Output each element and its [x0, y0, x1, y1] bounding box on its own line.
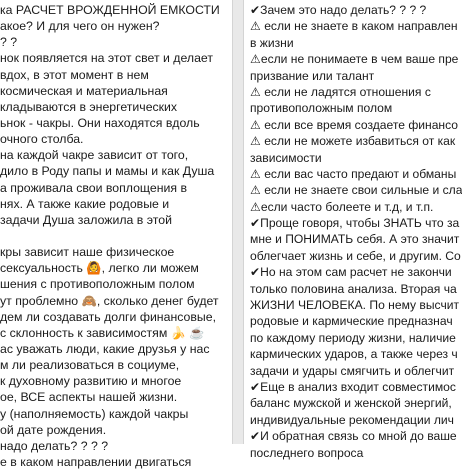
text-line: ✔И обратная связь со мной до ваше: [250, 429, 457, 444]
text-line: задачи Душа заложила в этой: [0, 212, 172, 227]
text-line: ⚠ если не знаете свои сильные и сла: [250, 183, 462, 198]
text-line: ое, ВСЕ аспекты нашей жизни.: [0, 390, 178, 405]
text-line: сексуальность 🙆, легко ли можем: [0, 261, 199, 276]
text-line: ⚠ если все время создаете финансо: [250, 117, 459, 132]
text-line: ⚠если не понимаете в чем ваше пре: [250, 52, 459, 67]
text-line: [0, 228, 232, 244]
text-line: к духовному развитию и многое: [0, 374, 182, 389]
text-line: кармических ударов, а также через ч: [250, 347, 458, 362]
text-line: вдох, в этот момент в нем: [0, 67, 149, 82]
text-line: индивидуальные рекомендации лич: [250, 412, 454, 427]
text-line: е в каком направлении двигаться: [0, 454, 192, 469]
text-line: ас уважать люди, какие друзья у нас: [0, 341, 210, 356]
text-line: м ли реализоваться в социуме,: [0, 358, 180, 373]
text-line: у (наполняемость) каждой чакры: [0, 406, 189, 421]
text-line: ⚠ если не можете избавиться от как: [250, 134, 456, 149]
text-line: противоположным полом: [250, 101, 393, 116]
text-line: зависимости: [250, 150, 322, 165]
text-line: кры зависит наше физическое: [0, 245, 175, 260]
text-line: последнего вопроса: [250, 445, 364, 460]
text-line: ка РАСЧЕТ ВРОЖДЕННОЙ ЕМКОСТИ: [0, 3, 220, 17]
right-screenshot-panel: [244, 0, 462, 460]
text-line: с склонность к зависимостям 🍌 ☕: [0, 325, 205, 340]
text-line: ✔Зачем это надо делать? ? ? ?: [250, 3, 427, 17]
text-line: только половина анализа. Вторая ча: [250, 281, 457, 296]
right-text-block: [244, 0, 462, 461]
text-line: дем ли создавать долги финансовые,: [0, 309, 216, 324]
text-line: ой дате рождения.: [0, 422, 107, 437]
text-line: ⚠ если не знаете в каком направлен: [250, 19, 458, 34]
text-line: нях. А также какие родовые и: [0, 196, 170, 211]
text-line: дило в Роду папы и мамы и как Душа: [0, 164, 215, 179]
text-line: баланс мужской и женской энергий,: [250, 396, 452, 411]
text-line: ⚠ если вас часто предают и обманы: [250, 166, 457, 181]
text-line: нок появляется на этот свет и делает: [0, 51, 213, 66]
panel-divider: [232, 0, 244, 444]
text-line: в жизни: [250, 35, 294, 50]
text-line: задачи и удары смягчить и облегчит: [250, 363, 455, 378]
text-line: ⚠если часто болеете и т.д, и т.п.: [250, 199, 434, 214]
text-line: космическая и материальная: [0, 83, 168, 98]
text-line: по каждому периоду жизни, наличие: [250, 330, 456, 345]
text-line: надо делать? ? ? ?: [0, 438, 109, 453]
text-line: облегчает жизнь и себе, и другим. Со: [250, 248, 461, 263]
text-line: кладываются в энергетических: [0, 99, 178, 114]
text-line: на каждой чакре зависит от того,: [0, 148, 189, 163]
text-line: мне и ПОНИМАТЬ себя. А это значит: [250, 232, 460, 247]
text-line: ✔Проще говоря, чтобы ЗНАТЬ что за: [250, 216, 460, 231]
text-line: ьнок - чакры. Они находятся вдоль: [0, 115, 200, 130]
text-line: призвание или талант: [250, 68, 375, 83]
text-line: а проживала свои воплощения в: [0, 180, 188, 195]
text-line: шения с противоположным полом: [0, 277, 195, 292]
text-line: ✔Еще в анализ входит совместимос: [250, 379, 456, 394]
text-line: родовые и кармические предназнач: [250, 314, 453, 329]
text-line: ⚠ если не ладятся отношения с: [250, 84, 431, 99]
text-line: очного столба.: [0, 132, 84, 147]
text-line: ЖИЗНИ ЧЕЛОВЕКА. По нему высчит: [250, 298, 460, 313]
text-line: ут проблемно 🙈, сколько денег будет: [0, 293, 219, 308]
text-line: ? ?: [0, 35, 18, 50]
text-line: акое? И для чего он нужен?: [0, 19, 160, 34]
text-line: ✔Но на этом сам расчет не закончи: [250, 265, 452, 280]
